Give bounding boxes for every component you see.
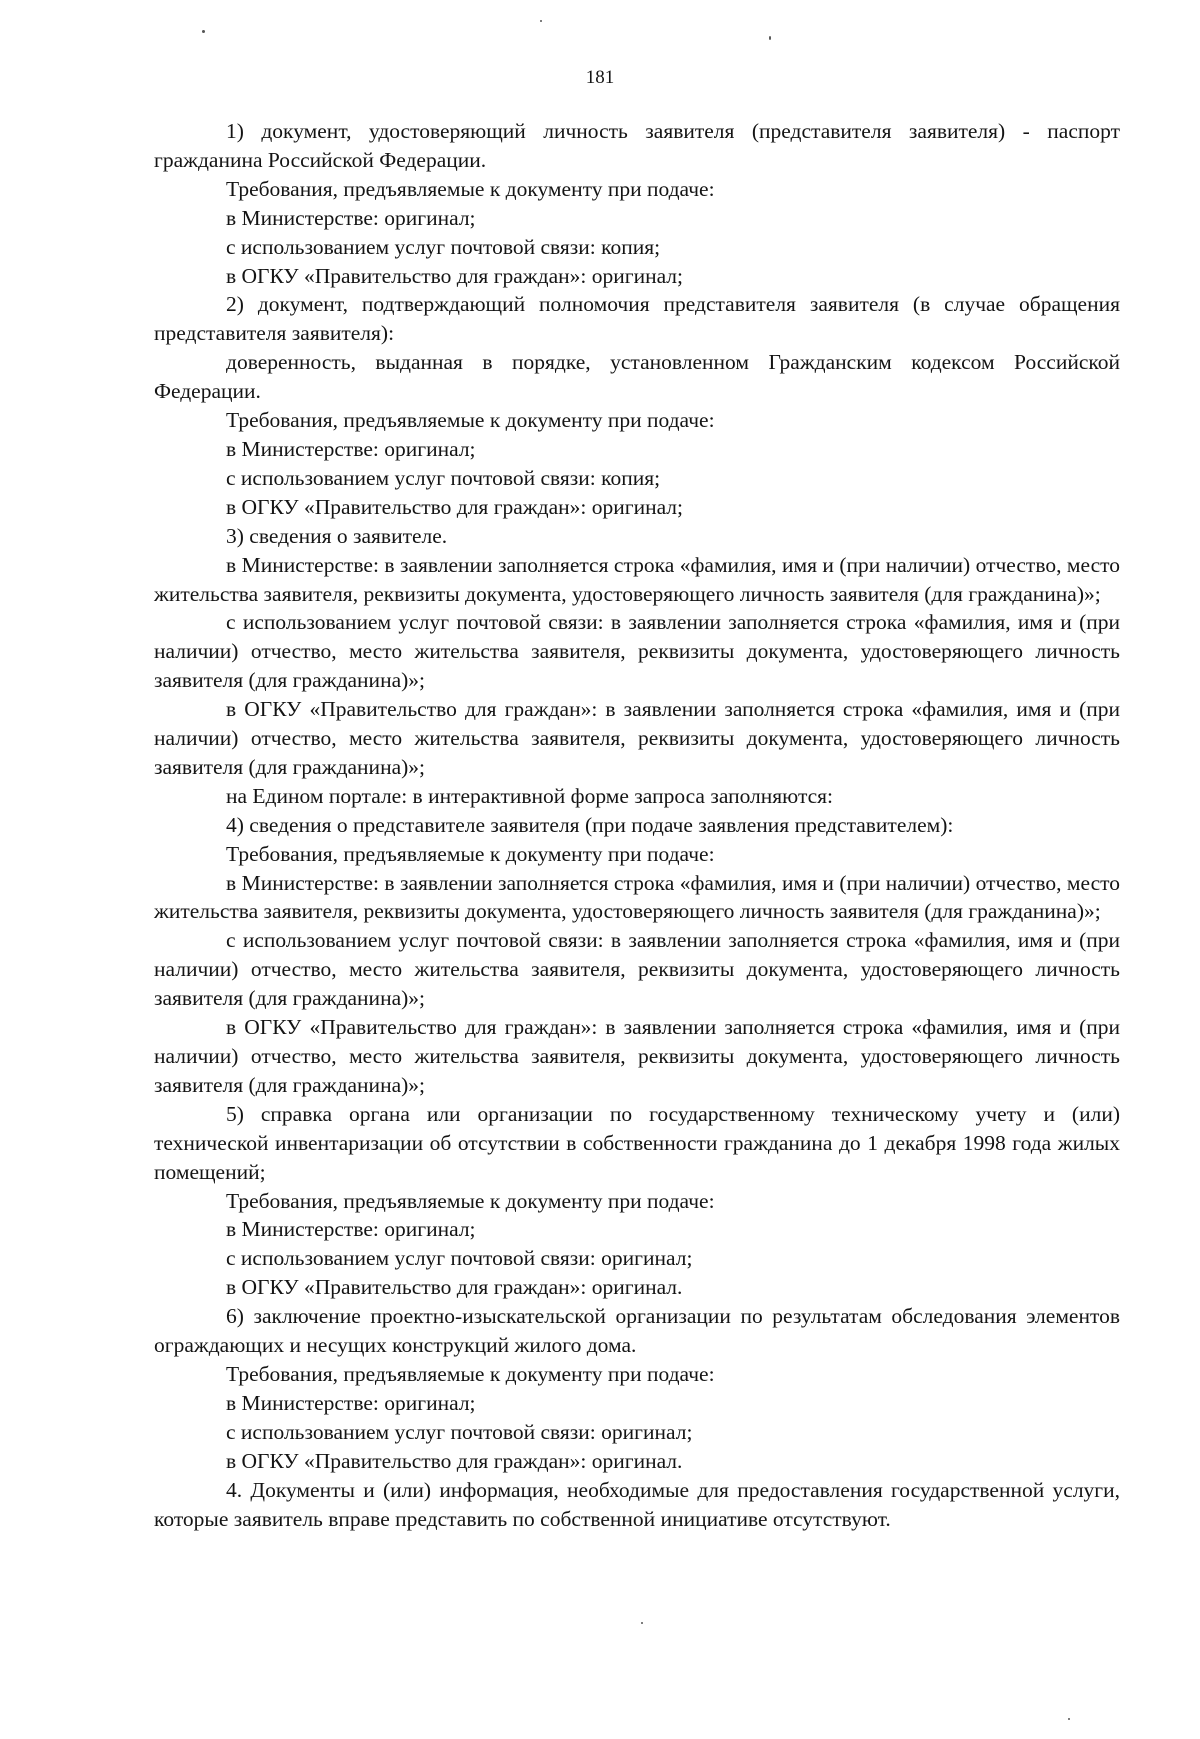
paragraph: 1) документ, удостоверяющий личность заявителя (представителя заявителя) - паспорт гражданина Российской Федерации. — [154, 119, 1120, 172]
paragraph: Требования, предъявляемые к документу при подаче: — [226, 1361, 715, 1386]
paragraph: с использованием услуг почтовой связи: копия; — [226, 465, 661, 490]
paragraph: в ОГКУ «Правительство для граждан»: оригинал. — [226, 1448, 683, 1473]
paragraph: 5) справка органа или организации по государственному техническому учету и (или) технической инвентаризации об отсутствии в собственности гражданина до 1 декабря 1998 года жилых помещений; — [154, 1101, 1120, 1184]
paragraph: доверенность, выданная в порядке, установленном Гражданским кодексом Российской Федерации. — [154, 350, 1120, 404]
paragraph: Требования, предъявляемые к документу при подаче: — [226, 1188, 715, 1213]
paragraph: в Министерстве: оригинал; — [226, 1390, 476, 1415]
paragraph: с использованием услуг почтовой связи: в заявлении заполняется строка «фамилия, имя и (при наличии) отчество, место жительства заявителя, реквизиты документа, удостоверяющего личность заявителя (для гражданина)»; — [154, 928, 1120, 1011]
paragraph: в ОГКУ «Правительство для граждан»: в заявлении заполняется строка «фамилия, имя и (при наличии) отчество, место жительства заявителя, реквизиты документа, удостоверяющего личность заявителя (для гражданина)»; — [154, 697, 1120, 779]
page-number: 181 — [585, 67, 615, 88]
paragraph: с использованием услуг почтовой связи: в заявлении заполняется строка «фамилия, имя и (при наличии) отчество, место жительства заявителя, реквизиты документа, удостоверяющего личность заявителя (для гражданина)»; — [154, 610, 1120, 693]
paragraph: 4) сведения о представителе заявителя (при подаче заявления представителем): — [226, 812, 954, 837]
paragraph: 3) сведения о заявителе. — [226, 523, 448, 548]
paragraph: в ОГКУ «Правительство для граждан»: оригинал. — [226, 1275, 683, 1300]
paragraph: с использованием услуг почтовой связи: копия; — [226, 234, 661, 259]
scan-speck — [540, 20, 542, 22]
paragraph: в ОГКУ «Правительство для граждан»: оригинал; — [226, 263, 684, 288]
paragraph: 6) заключение проектно-изыскательской организации по результатам обследования элементов ограждающих и несущих конструкций жилого дома. — [154, 1304, 1120, 1358]
paragraph: Требования, предъявляемые к документу при подаче: — [226, 176, 715, 201]
paragraph: в Министерстве: оригинал; — [226, 436, 476, 461]
paragraph: в Министерстве: в заявлении заполняется строка «фамилия, имя и (при наличии) отчество, место жительства заявителя, реквизиты документа, удостоверяющего личность заявителя (для гражданина)»; — [154, 552, 1120, 606]
paragraph: в Министерстве: оригинал; — [226, 205, 476, 230]
paragraph: в ОГКУ «Правительство для граждан»: в заявлении заполняется строка «фамилия, имя и (при наличии) отчество, место жительства заявителя, реквизиты документа, удостоверяющего личность заявителя (для гражданина)»; — [154, 1015, 1120, 1097]
paragraph: в Министерстве: оригинал; — [226, 1217, 476, 1242]
paragraph: в Министерстве: в заявлении заполняется строка «фамилия, имя и (при наличии) отчество, место жительства заявителя, реквизиты документа, удостоверяющего личность заявителя (для гражданина)»; — [154, 870, 1120, 924]
scan-speck — [1068, 1718, 1070, 1720]
paragraph: в ОГКУ «Правительство для граждан»: оригинал; — [226, 494, 684, 519]
paragraph: Требования, предъявляемые к документу при подаче: — [226, 841, 715, 866]
paragraph: на Едином портале: в интерактивной форме запроса заполняются: — [226, 783, 834, 808]
scan-speck — [202, 30, 205, 33]
paragraph: 4. Документы и (или) информация, необходимые для предоставления государственной услуги, которые заявитель вправе представить по собственной инициативе отсутствуют. — [154, 1477, 1120, 1531]
paragraph: 2) документ, подтверждающий полномочия представителя заявителя (в случае обращения представителя заявителя): — [154, 292, 1120, 346]
paragraph: с использованием услуг почтовой связи: оригинал; — [226, 1419, 693, 1444]
scan-speck — [769, 36, 771, 40]
paragraph: с использованием услуг почтовой связи: оригинал; — [226, 1246, 693, 1271]
scan-speck — [641, 1622, 643, 1624]
paragraph: Требования, предъявляемые к документу при подаче: — [226, 408, 715, 433]
document-body — [154, 117, 1120, 1533]
